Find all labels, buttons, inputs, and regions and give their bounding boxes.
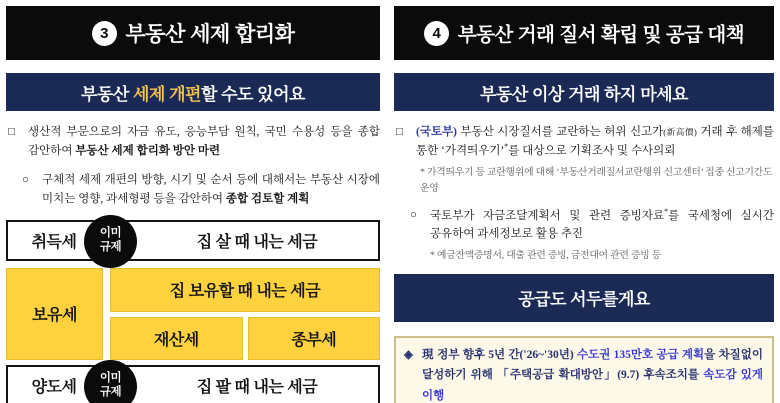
supply-banner-text: 공급도 서두를게요 <box>518 290 650 310</box>
tax-reform-banner <box>6 73 380 111</box>
tax-bullet-1-text: 생산적 부문으로의 자금 유도, 응능부담 원칙, 국민 수용성 등을 종합 감안하여 부동산 세제 합리화 방안 마련 <box>28 126 380 157</box>
already-regulated-badge-2 <box>84 360 137 403</box>
badge-line-2: 규제 <box>99 386 122 398</box>
holding-tax-label: 보유세 <box>6 268 103 360</box>
tax-reform-banner-text: 부동산 세제 개편할 수도 있어요 <box>81 84 305 104</box>
section-4-column <box>394 6 774 403</box>
circle-bullet-icon: ○ <box>410 208 417 221</box>
trade-bullet-1 <box>394 123 774 161</box>
abnormal-trade-banner-text: 부동산 이상 거래 하지 마세요 <box>480 84 688 104</box>
comprehensive-tax-cell: 종부세 <box>248 317 381 360</box>
diamond-bullet-icon: ◈ <box>404 348 413 361</box>
badge-line-2: 규제 <box>99 241 122 253</box>
acquisition-tax-row <box>6 220 380 261</box>
acquisition-tax-label: 취득세 <box>31 233 77 251</box>
section-3-header <box>6 6 380 60</box>
tax-bullet-2 <box>6 171 380 208</box>
tax-bullet-2-text: 구체적 세제 개편의 방향, 시기 및 순서 등에 대해서는 부동산 시장에 미치는 영향, 과세형평 등을 감안하여 종합 검토할 계획 <box>42 174 380 205</box>
section-3-column <box>6 6 380 403</box>
trade-bullet-2-text: 국토부가 자금조달계획서 및 관련 증빙자료*를 국세청에 실시간 공유하여 과세정보로 활용 추진 <box>430 206 775 241</box>
acquisition-tax-desc: 집 살 때 내는 세금 <box>196 233 318 251</box>
holding-tax-row <box>6 268 380 360</box>
trade-bullet-1-text: (국토부) 부동산 시장질서를 교란하는 허위 신고가(新高價) 거래 후 해제를 통한 ‘가격띄우기’*를 대상으로 기획조사 및 수사의뢰 <box>416 126 774 158</box>
circle-bullet-icon: ○ <box>22 174 29 187</box>
section-3-body <box>6 123 380 209</box>
tax-type-table <box>6 220 380 403</box>
already-regulated-badge <box>84 215 137 268</box>
holding-tax-desc: 집 보유할 때 내는 세금 <box>110 268 380 312</box>
holding-tax-subtypes <box>110 317 380 360</box>
badge-line-1: 이미 <box>99 227 122 240</box>
transfer-tax-row <box>6 365 380 403</box>
supply-plan-notice-text: 現 정부 향후 5년 간('26~'30년) 수도권 135만호 공급 계획을 차질없이 달성하기 위해 「주택공급 확대방안」(9.7) 후속조치를 속도감 있게 이행 <box>422 348 764 403</box>
abnormal-trade-banner <box>394 73 774 111</box>
supply-banner <box>394 274 774 322</box>
transfer-tax-label: 양도세 <box>31 378 77 396</box>
circled-number-3-icon: 3 <box>92 21 117 46</box>
property-tax-cell: 재산세 <box>110 317 243 360</box>
badge-line-1: 이미 <box>99 372 122 385</box>
section-4-body <box>394 123 774 264</box>
trade-bullet-2 <box>394 206 774 244</box>
transfer-tax-desc: 집 팔 때 내는 세금 <box>196 378 318 396</box>
section-3-title: 부동산 세제 합리화 <box>125 23 295 46</box>
section-4-header <box>394 6 774 60</box>
trade-footnote-1: * 가격띄우기 등 교란행위에 대해 ‘부동산거래질서교란행위 신고센터’ 집중 신고기간도 운영 <box>420 167 773 194</box>
section-4-title: 부동산 거래 질서 확립 및 공급 대책 <box>457 24 745 46</box>
square-bullet-icon: □ <box>8 126 15 138</box>
square-bullet-icon: □ <box>396 126 403 138</box>
supply-plan-notice <box>394 336 774 403</box>
holding-tax-detail <box>110 268 380 360</box>
trade-footnote-2: * 예금잔액증명서, 대출 관련 증빙, 금전대여 관련 증빙 등 <box>430 249 661 261</box>
circled-number-4-icon: 4 <box>424 21 449 46</box>
tax-bullet-1 <box>6 123 380 160</box>
